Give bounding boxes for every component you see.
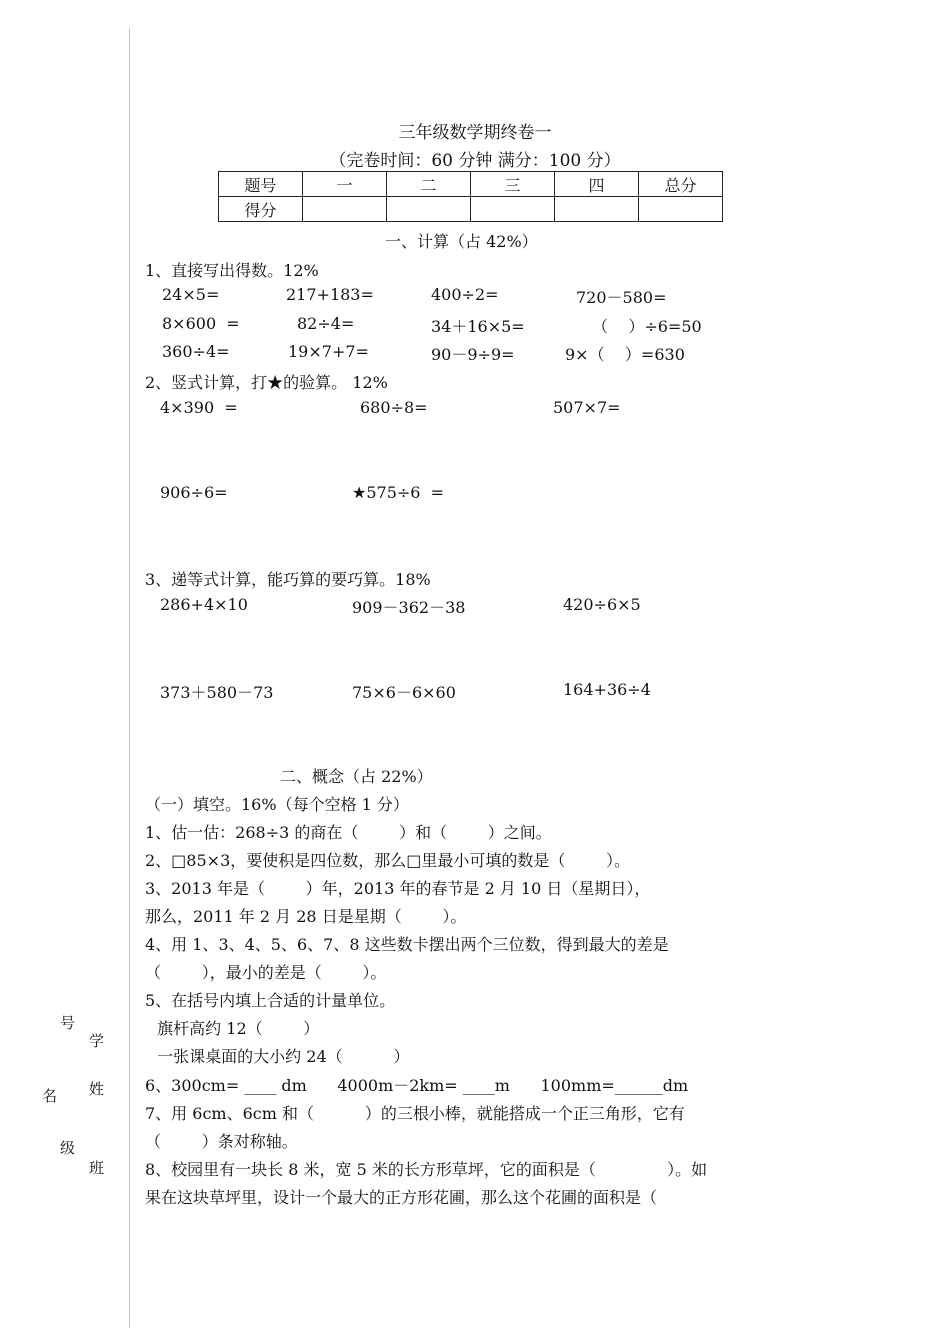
q1-item: 82÷4=: [297, 314, 355, 333]
fill-line: 那么，2011 年 2 月 28 日是星期（ ）。: [145, 907, 467, 926]
side-label-ming: 名: [40, 1088, 58, 1105]
fill-line: 8、校园里有一块长 8 米，宽 5 米的长方形草坪，它的面积是（ ）。如: [145, 1160, 708, 1179]
score-cell: 题号: [219, 172, 303, 197]
score-cell: 得分: [219, 197, 303, 222]
q1-item: 9×（ ）=630: [565, 345, 685, 364]
score-cell: 总分: [639, 172, 723, 197]
side-label-xue: 学: [87, 1033, 105, 1050]
score-cell: 二: [387, 172, 471, 197]
fill-line: 果在这块草坪里，设计一个最大的正方形花圃，那么这个花圃的面积是（: [145, 1188, 658, 1207]
q2-item: 680÷8=: [360, 398, 428, 417]
q2-item: ★575÷6 =: [352, 483, 445, 502]
q1-item: 360÷4=: [162, 342, 230, 361]
fill-line: 6、300cm= ____ dm 4000m－2km= ____m 100mm=______dm: [145, 1076, 689, 1095]
q3-title: 3、递等式计算，能巧算的要巧算。18%: [145, 570, 431, 589]
q1-item: 90－9÷9=: [431, 345, 515, 364]
q1-item: 720－580=: [576, 288, 667, 307]
side-label-hao: 号: [58, 1015, 76, 1032]
q3-item: 420÷6×5: [563, 595, 641, 614]
section2-sub1: （一）填空。16%（每个空格 1 分）: [145, 795, 409, 814]
q3-item: 286+4×10: [160, 595, 248, 614]
fill-line: （ ）条对称轴。: [145, 1132, 298, 1151]
score-cell[interactable]: [387, 197, 471, 222]
score-cell[interactable]: [639, 197, 723, 222]
exam-title: 三年级数学期终卷一: [398, 123, 552, 143]
score-cell[interactable]: [471, 197, 555, 222]
score-cell[interactable]: [555, 197, 639, 222]
q3-item: 75×6－6×60: [352, 683, 456, 702]
section2-heading: 二、概念（占 22%）: [280, 767, 433, 786]
side-label-xing: 姓: [87, 1081, 105, 1098]
q1-title: 1、直接写出得数。12%: [145, 261, 319, 280]
q3-item: 164+36÷4: [563, 680, 651, 699]
fill-line: 旗杆高约 12（ ）: [147, 1019, 320, 1038]
score-table-row-header: [219, 172, 723, 197]
fill-line: 1、估一估：268÷3 的商在（ ）和（ ）之间。: [145, 823, 552, 842]
fill-line: 2、□85×3，要使积是四位数，那么□里最小可填的数是（ ）。: [145, 851, 631, 870]
score-cell: 一: [303, 172, 387, 197]
q2-item: 906÷6=: [160, 483, 228, 502]
q1-item: 24×5=: [162, 285, 220, 304]
section1-heading: 一、计算（占 42%）: [385, 232, 538, 251]
q2-title: 2、竖式计算，打★的验算。 12%: [145, 373, 388, 392]
score-cell: 四: [555, 172, 639, 197]
score-table-row-score: [219, 197, 723, 222]
score-table: [218, 171, 723, 222]
q1-item: 8×600 =: [162, 314, 240, 333]
exam-subtitle: （完卷时间：60 分钟 满分：100 分）: [329, 151, 621, 171]
fill-line: 一张课桌面的大小约 24（ ）: [147, 1047, 410, 1066]
side-label-ban: 班: [87, 1160, 105, 1177]
q3-item: 909－362－38: [352, 598, 466, 617]
score-cell: 三: [471, 172, 555, 197]
score-cell[interactable]: [303, 197, 387, 222]
binding-margin-line: [129, 28, 130, 1328]
q1-item: 19×7+7=: [288, 342, 369, 361]
fill-line: 3、2013 年是（ ）年，2013 年的春节是 2 月 10 日（星期日），: [145, 879, 651, 898]
q1-item: （ ）÷6=50: [592, 317, 702, 336]
fill-line: 7、用 6cm、6cm 和（ ）的三根小棒，就能搭成一个正三角形，它有: [145, 1104, 685, 1123]
q1-item: 34＋16×5=: [431, 317, 525, 336]
q2-item: 4×390 =: [160, 398, 238, 417]
q1-item: 400÷2=: [431, 285, 499, 304]
fill-line: 5、在括号内填上合适的计量单位。: [145, 991, 396, 1010]
side-label-ji: 级: [58, 1140, 76, 1157]
q2-item: 507×7=: [553, 398, 621, 417]
fill-line: （ ），最小的差是（ ）。: [145, 963, 387, 982]
q3-item: 373＋580－73: [160, 683, 274, 702]
fill-line: 4、用 1、3、4、5、6、7、8 这些数卡摆出两个三位数，得到最大的差是: [145, 935, 669, 954]
q1-item: 217+183=: [286, 285, 374, 304]
